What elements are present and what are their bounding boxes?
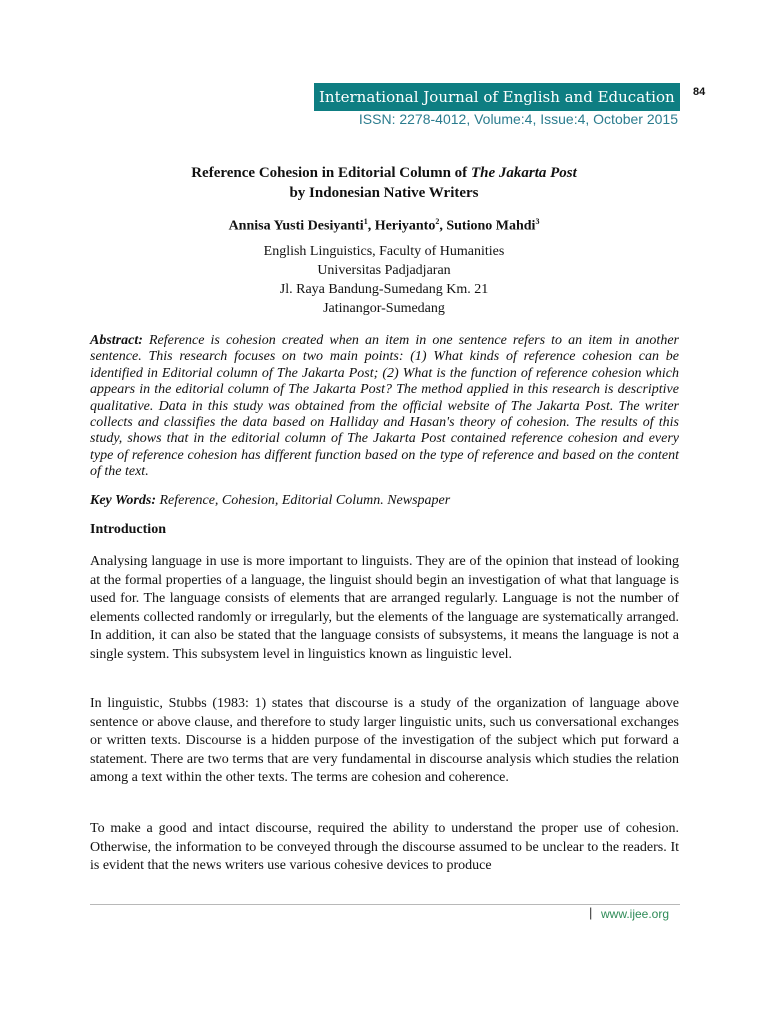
- title-prefix: Reference Cohesion in Editorial Column of: [191, 165, 471, 181]
- affiliation-block: [90, 242, 678, 318]
- issn-line: ISSN: 2278-4012, Volume:4, Issue:4, October 2015: [358, 111, 678, 127]
- author-name: Heriyanto: [374, 218, 436, 234]
- author-separator: ,: [367, 218, 375, 234]
- page-number: 84: [693, 86, 706, 98]
- author-mark: 3: [535, 217, 540, 226]
- affiliation-line: English Linguistics, Faculty of Humanities: [263, 244, 505, 259]
- footer-url-link[interactable]: www.ijee.org: [601, 907, 670, 921]
- author-separator: ,: [439, 218, 447, 234]
- title-italic: The Jakarta Post: [470, 165, 577, 181]
- keywords: [90, 493, 679, 509]
- author-name: Sutiono Mahdi: [446, 218, 536, 234]
- body-paragraph: Analysing language in use is more important to linguists. They are of the opinion that instead of looking at the formal properties of a language, the linguist should begin an investigation of what that language is used for. The language consists of elements that are arranged regularly. Language is not the number of elements collected randomly or irregularly, but the elements of the language are systematically arranged. In addition, it can also be stated that the language consists of subsystems, it means the language is not a single system. This subsystem level in linguistics known as linguistic level.: [90, 554, 679, 662]
- abstract: [90, 333, 679, 481]
- affiliation-line: Jl. Raya Bandung-Sumedang Km. 21: [279, 282, 489, 297]
- keywords-label: Key Words:: [90, 493, 156, 508]
- body-paragraph: In linguistic, Stubbs (1983: 1) states that discourse is a study of the organization of language above sentence or above clause, and therefore to study larger linguistic units, such us conversational exchanges or written texts. Discourse is a hidden purpose of the investigation of the subject which put forward a statement. There are two terms that are very fundamental in discourse analysis which studies the relation among a text within the other texts. The terms are cohesion and coherence.: [90, 696, 679, 786]
- body-paragraph: To make a good and intact discourse, required the ability to understand the proper use of cohesion. Otherwise, the information to be conveyed through the discourse assumed to be unclear to the readers. It is evident that the news writers use various cohesive devices to produce: [90, 821, 679, 874]
- abstract-text: Reference is cohesion created when an item in one sentence refers to an item in another sentence. This research focuses on two main points: (1) What kinds of reference cohesion can be identified in Editorial column of The Jakarta Post; (2) What is the function of reference cohesion which appears in the editorial column of The Jakarta Post? The method applied in this research is descriptive qualitative. Data in this study was obtained from the official website of The Jakarta Post. The writer collects and classifies the data based on Halliday and Hasan's theory of cohesion. The results of this study, shows that in the editorial column of The Jakarta Post contained reference cohesion and every type of reference cohesion has different function based on the type of reference and based on the content of the text.: [90, 333, 679, 480]
- abstract-label: Abstract:: [90, 333, 143, 348]
- affiliation-line: Jatinangor-Sumedang: [323, 301, 445, 316]
- title-line-2: by Indonesian Native Writers: [289, 185, 479, 201]
- author-list: [90, 217, 678, 235]
- author-mark: 1: [363, 217, 368, 226]
- journal-name-banner: International Journal of English and Education: [314, 83, 680, 111]
- section-heading-introduction: Introduction: [90, 522, 166, 537]
- author-name: Annisa Yusti Desiyanti: [228, 218, 364, 234]
- article-title: [90, 163, 678, 203]
- title-line-1: [90, 163, 678, 183]
- author-mark: 2: [435, 217, 440, 226]
- affiliation-line: Universitas Padjadjaran: [317, 263, 451, 278]
- keywords-text: Reference, Cohesion, Editorial Column. Newspaper: [155, 493, 451, 508]
- footer-separator: |: [589, 905, 593, 920]
